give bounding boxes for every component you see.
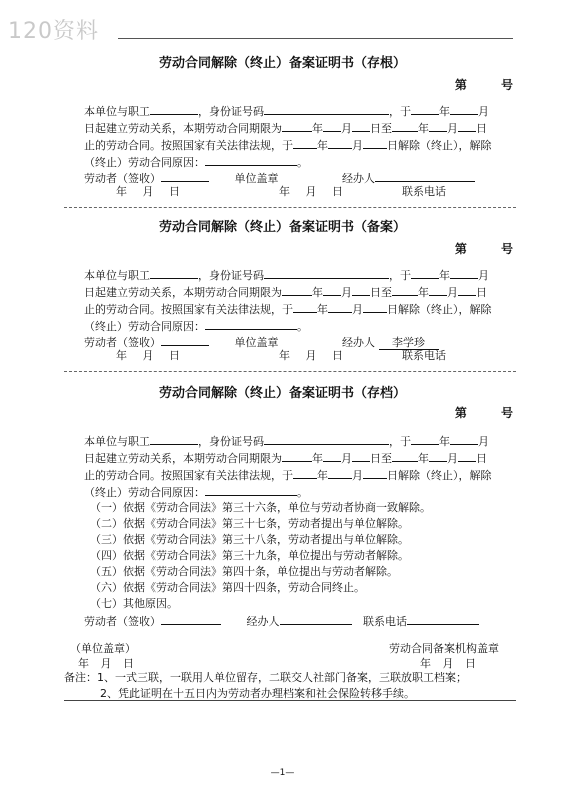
section-title: 劳动合同解除（终止）备案证明书（存档） xyxy=(158,386,406,401)
note-line-2: 2、凭此证明在十五日内为劳动者办理档案和社会保险转移手续。 xyxy=(100,687,415,700)
reason-item: （四）依据《劳动合同法》第三十九条，单位提出与劳动者解除。 xyxy=(90,549,409,562)
body-line-2: 日起建立劳动关系，本期劳动合同期限为 年 月 日至 年 月 日 xyxy=(84,452,487,465)
reason-item: （五）依据《劳动合同法》第四十条，单位提出与劳动者解除。 xyxy=(90,565,398,578)
date-row: 年 月 日 年 月 日 联系电话 xyxy=(116,349,446,362)
unit-date: 年 月 日 xyxy=(78,657,134,670)
reason-item: （三）依据《劳动合同法》第三十八条，劳动者提出与单位解除。 xyxy=(90,533,409,546)
body-line-1: 本单位与职工 ，身份证号码 ，于 年 月 xyxy=(84,435,489,448)
section-stub xyxy=(0,54,565,198)
page-number: —1— xyxy=(270,768,295,778)
body-line-3: 止的劳动合同。按照国家有关法律法规，于 年 月 日解除（终止），解除 xyxy=(84,469,492,482)
body-line-1: 本单位与职工 ，身份证号码 ，于 年 月 xyxy=(84,269,489,282)
section-title: 劳动合同解除（终止）备案证明书（存根） xyxy=(158,56,406,71)
signature-row: 劳动者（签收） 单位盖章 经办人 李学珍 xyxy=(84,334,439,350)
bottom-rule xyxy=(64,700,516,701)
archive-signature-row: 劳动者（签收） 经办人 联系电话 xyxy=(84,613,479,629)
agency-stamp-label: 劳动合同备案机构盖章 xyxy=(389,642,499,655)
watermark: 120资料 xyxy=(8,19,99,44)
number-label: 第 号 xyxy=(454,78,513,92)
body-line-4: （终止）劳动合同原因： 。 xyxy=(84,320,308,333)
body-line-4: （终止）劳动合同原因： 。 xyxy=(84,156,308,169)
section-title: 劳动合同解除（终止）备案证明书（备案） xyxy=(158,220,406,235)
body-line-3: 止的劳动合同。按照国家有关法律法规，于 年 月 日解除（终止），解除 xyxy=(84,303,492,316)
cut-line-2 xyxy=(64,371,516,372)
agency-date: 年 月 日 xyxy=(420,657,476,670)
section-archive xyxy=(0,384,565,670)
cut-line-1 xyxy=(64,207,516,208)
number-label: 第 号 xyxy=(454,406,513,420)
note-line-1: 备注：1、一式三联，一联用人单位留存，二联交人社部门备案，三联放职工档案； xyxy=(64,671,467,684)
reason-item: （二）依据《劳动合同法》第三十七条，劳动者提出与单位解除。 xyxy=(90,517,409,530)
reason-item: （六）依据《劳动合同法》第四十四条，劳动合同终止。 xyxy=(90,581,365,594)
agent-name: 李学珍 xyxy=(379,337,439,350)
body-line-4: （终止）劳动合同原因： 。 xyxy=(84,486,308,499)
body-line-1: 本单位与职工 ，身份证号码 ，于 年 月 xyxy=(84,105,489,118)
signature-row: 劳动者（签收） 单位盖章 经办人 xyxy=(84,170,475,186)
body-line-2: 日起建立劳动关系，本期劳动合同期限为 年 月 日至 年 月 日 xyxy=(84,286,487,299)
body-line-3: 止的劳动合同。按照国家有关法律法规，于 年 月 日解除（终止），解除 xyxy=(84,139,492,152)
body-line-2: 日起建立劳动关系，本期劳动合同期限为 年 月 日至 年 月 日 xyxy=(84,122,487,135)
date-row: 年 月 日 年 月 日 联系电话 xyxy=(116,185,446,198)
top-rule xyxy=(118,38,513,39)
reason-item: （七）其他原因。 xyxy=(90,597,178,610)
reason-item: （一）依据《劳动合同法》第三十六条，单位与劳动者协商一致解除。 xyxy=(90,501,431,514)
number-label: 第 号 xyxy=(454,242,513,256)
section-filing xyxy=(0,218,565,362)
unit-stamp-label: （单位盖章） xyxy=(70,642,136,655)
